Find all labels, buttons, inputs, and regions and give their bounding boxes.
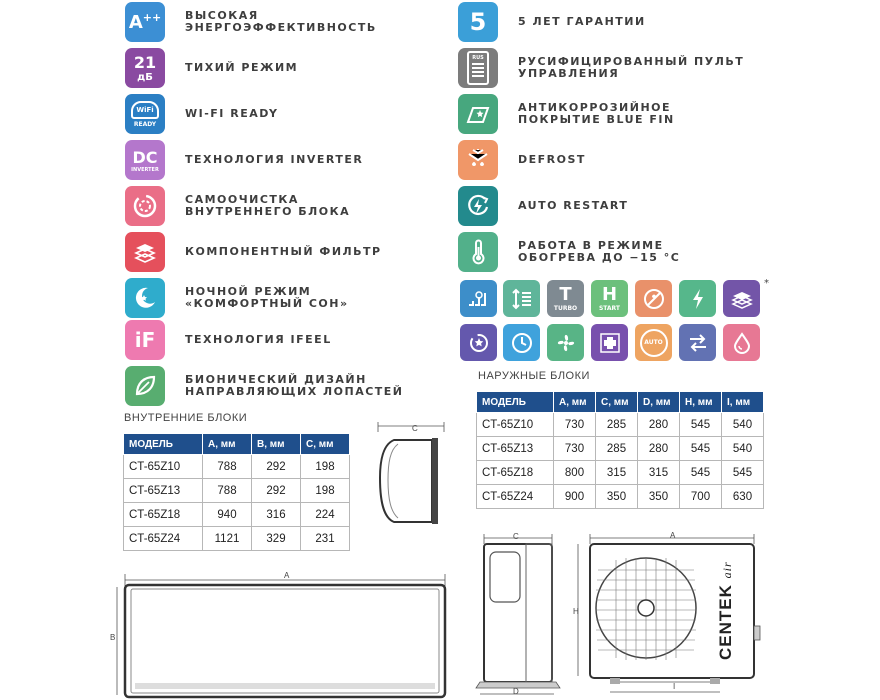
feature-wifi xyxy=(125,94,279,134)
feature-text: КОМПОНЕНТНЫЙ ФИЛЬТР xyxy=(185,245,382,258)
energy-class-icon: A++ xyxy=(125,2,165,42)
model-cell: CT-65Z24 xyxy=(477,485,554,509)
anti-mold-icon xyxy=(635,280,672,317)
turbo-icon: T TURBO xyxy=(547,280,584,317)
auto-clean-icon xyxy=(460,324,497,361)
model-cell: CT-65Z10 xyxy=(124,455,203,479)
outdoor-side-view-drawing xyxy=(472,530,562,700)
feature-silent xyxy=(125,48,298,88)
medical-filter-icon xyxy=(591,324,628,361)
feature-ifeel xyxy=(125,320,332,360)
multi-filter-icon xyxy=(723,280,760,317)
column-header: МОДЕЛЬ xyxy=(124,434,203,455)
defrost-icon xyxy=(458,140,498,180)
value-cell: 545 xyxy=(680,413,722,437)
value-cell: 540 xyxy=(722,437,764,461)
outdoor-caption: НАРУЖНЫЕ БЛОКИ xyxy=(478,370,590,382)
feature-inverter xyxy=(125,140,363,180)
value-cell: 198 xyxy=(301,479,350,503)
table-row xyxy=(477,485,764,509)
brand-name: CENTEK xyxy=(716,584,735,660)
table-row xyxy=(124,527,350,551)
value-cell: 540 xyxy=(722,413,764,437)
value-cell: 545 xyxy=(680,461,722,485)
dim-label-i: I xyxy=(673,682,676,691)
feature-text: НОЧНОЙ РЕЖИМ «КОМФОРТНЫЙ СОН» xyxy=(185,285,349,310)
turbo-label: TURBO xyxy=(553,305,578,312)
warranty-5-icon: 5 xyxy=(458,2,498,42)
feature-restart xyxy=(458,186,628,226)
value-cell: 292 xyxy=(252,455,301,479)
auto-mode-icon xyxy=(635,324,672,361)
night-mode-icon xyxy=(125,278,165,318)
dim-label-d: D xyxy=(513,687,519,696)
dim-label-a: A xyxy=(284,571,290,580)
feature-bionic xyxy=(125,366,415,406)
value-cell: 630 xyxy=(722,485,764,509)
ifeel-icon: iF xyxy=(125,320,165,360)
auto-label: AUTO xyxy=(640,329,668,357)
value-cell: 545 xyxy=(680,437,722,461)
feature-text: ТЕХНОЛОГИЯ INVERTER xyxy=(185,153,364,166)
value-cell: 700 xyxy=(680,485,722,509)
feature-text: 5 ЛЕТ ГАРАНТИИ xyxy=(518,15,646,28)
feature-text: САМООЧИСТКА ВНУТРЕННЕГО БЛОКА xyxy=(185,193,351,218)
value-cell: 788 xyxy=(203,455,252,479)
table-header xyxy=(477,392,764,413)
column-header: B, мм xyxy=(252,434,301,455)
hot-start-icon: H START xyxy=(591,280,628,317)
indoor-table xyxy=(123,433,350,551)
outdoor-table xyxy=(476,391,764,509)
value-cell: 285 xyxy=(596,437,638,461)
model-cell: CT-65Z13 xyxy=(477,437,554,461)
column-header: C, мм xyxy=(596,392,638,413)
dim-label-h: H xyxy=(573,607,579,616)
dim-label-c-outdoor: C xyxy=(513,532,519,541)
wifi-ready-icon: WiFi READY xyxy=(125,94,165,134)
table-row xyxy=(124,479,350,503)
timer-icon xyxy=(503,324,540,361)
value-cell: 231 xyxy=(301,527,350,551)
auto-restart-icon xyxy=(458,186,498,226)
ionizer-icon xyxy=(679,280,716,317)
feature-text: ТИХИЙ РЕЖИМ xyxy=(185,61,299,74)
dim-label-c: C xyxy=(412,424,418,433)
value-cell: 292 xyxy=(252,479,301,503)
outdoor-front-view-drawing xyxy=(570,530,770,700)
column-header: I, мм xyxy=(722,392,764,413)
dehumidify-icon xyxy=(723,324,760,361)
value-cell: 1121 xyxy=(203,527,252,551)
brand-logo xyxy=(716,561,736,660)
value-cell: 315 xyxy=(638,461,680,485)
table-row xyxy=(477,461,764,485)
start-label: START xyxy=(598,305,621,312)
air-direction-icon xyxy=(679,324,716,361)
value-cell: 285 xyxy=(596,413,638,437)
feature-text: РАБОТА В РЕЖИМЕ ОБОГРЕВА ДО −15 °С xyxy=(518,239,681,264)
noise-level-icon: 21 дБ xyxy=(125,48,165,88)
table-row xyxy=(124,455,350,479)
feature-night xyxy=(125,278,365,318)
remote-control-icon: RUS xyxy=(458,48,498,88)
asterisk-note: * xyxy=(764,278,769,289)
value-cell: 800 xyxy=(554,461,596,485)
table-row xyxy=(477,413,764,437)
table-header xyxy=(124,434,350,455)
model-cell: CT-65Z18 xyxy=(477,461,554,485)
feature-filter xyxy=(125,232,382,272)
blue-fin-icon xyxy=(458,94,498,134)
feature-selfclean xyxy=(125,186,385,226)
feature-warranty xyxy=(458,2,646,42)
value-cell: 280 xyxy=(638,437,680,461)
value-cell: 224 xyxy=(301,503,350,527)
component-filter-icon xyxy=(125,232,165,272)
column-header: МОДЕЛЬ xyxy=(477,392,554,413)
feature-text: БИОНИЧЕСКИЙ ДИЗАЙН НАПРАВЛЯЮЩИХ ЛОПАСТЕЙ xyxy=(185,373,404,398)
brand-suffix: air xyxy=(720,561,734,579)
thermometer-icon xyxy=(458,232,498,272)
indoor-side-view-drawing xyxy=(372,418,452,530)
feature-text: DEFROST xyxy=(518,153,586,166)
bionic-leaf-icon xyxy=(125,366,165,406)
feature-text: АНТИКОРРОЗИЙНОЕ ПОКРЫТИЕ BLUE FIN xyxy=(518,101,675,126)
value-cell: 280 xyxy=(638,413,680,437)
table-row xyxy=(477,437,764,461)
value-cell: 329 xyxy=(252,527,301,551)
table-row xyxy=(124,503,350,527)
value-cell: 198 xyxy=(301,455,350,479)
feature-text: ВЫСОКАЯ ЭНЕРГОЭФФЕКТИВНОСТЬ xyxy=(185,9,377,34)
model-cell: CT-65Z24 xyxy=(124,527,203,551)
feature-text: РУСИФИЦИРОВАННЫЙ ПУЛЬТ УПРАВЛЕНИЯ xyxy=(518,55,745,80)
self-clean-icon xyxy=(125,186,165,226)
column-header: A, мм xyxy=(554,392,596,413)
value-cell: 940 xyxy=(203,503,252,527)
dim-label-b: B xyxy=(110,633,116,642)
dc-inverter-icon: DC INVERTER xyxy=(125,140,165,180)
value-cell: 350 xyxy=(596,485,638,509)
feature-defrost xyxy=(458,140,586,180)
feature-energy xyxy=(125,2,395,42)
indoor-caption: ВНУТРЕННИЕ БЛОКИ xyxy=(124,412,248,424)
feature-bluefin xyxy=(458,94,718,134)
value-cell: 350 xyxy=(638,485,680,509)
column-header: D, мм xyxy=(638,392,680,413)
fan-speed-icon xyxy=(460,280,497,317)
feature-heating xyxy=(458,232,698,272)
model-cell: CT-65Z13 xyxy=(124,479,203,503)
feature-text: WI-FI READY xyxy=(185,107,279,120)
model-cell: CT-65Z18 xyxy=(124,503,203,527)
feature-remote xyxy=(458,48,758,88)
value-cell: 900 xyxy=(554,485,596,509)
indoor-front-view-drawing xyxy=(105,565,460,700)
value-cell: 730 xyxy=(554,437,596,461)
value-cell: 315 xyxy=(596,461,638,485)
column-header: C, мм xyxy=(301,434,350,455)
model-cell: CT-65Z10 xyxy=(477,413,554,437)
feature-text: ТЕХНОЛОГИЯ IFEEL xyxy=(185,333,332,346)
value-cell: 545 xyxy=(722,461,764,485)
dim-label-a-outdoor: A xyxy=(670,531,676,540)
value-cell: 788 xyxy=(203,479,252,503)
value-cell: 316 xyxy=(252,503,301,527)
ventilation-icon xyxy=(547,324,584,361)
column-header: H, мм xyxy=(680,392,722,413)
value-cell: 730 xyxy=(554,413,596,437)
feature-text: AUTO RESTART xyxy=(518,199,629,212)
vertical-swing-icon xyxy=(503,280,540,317)
column-header: A, мм xyxy=(203,434,252,455)
